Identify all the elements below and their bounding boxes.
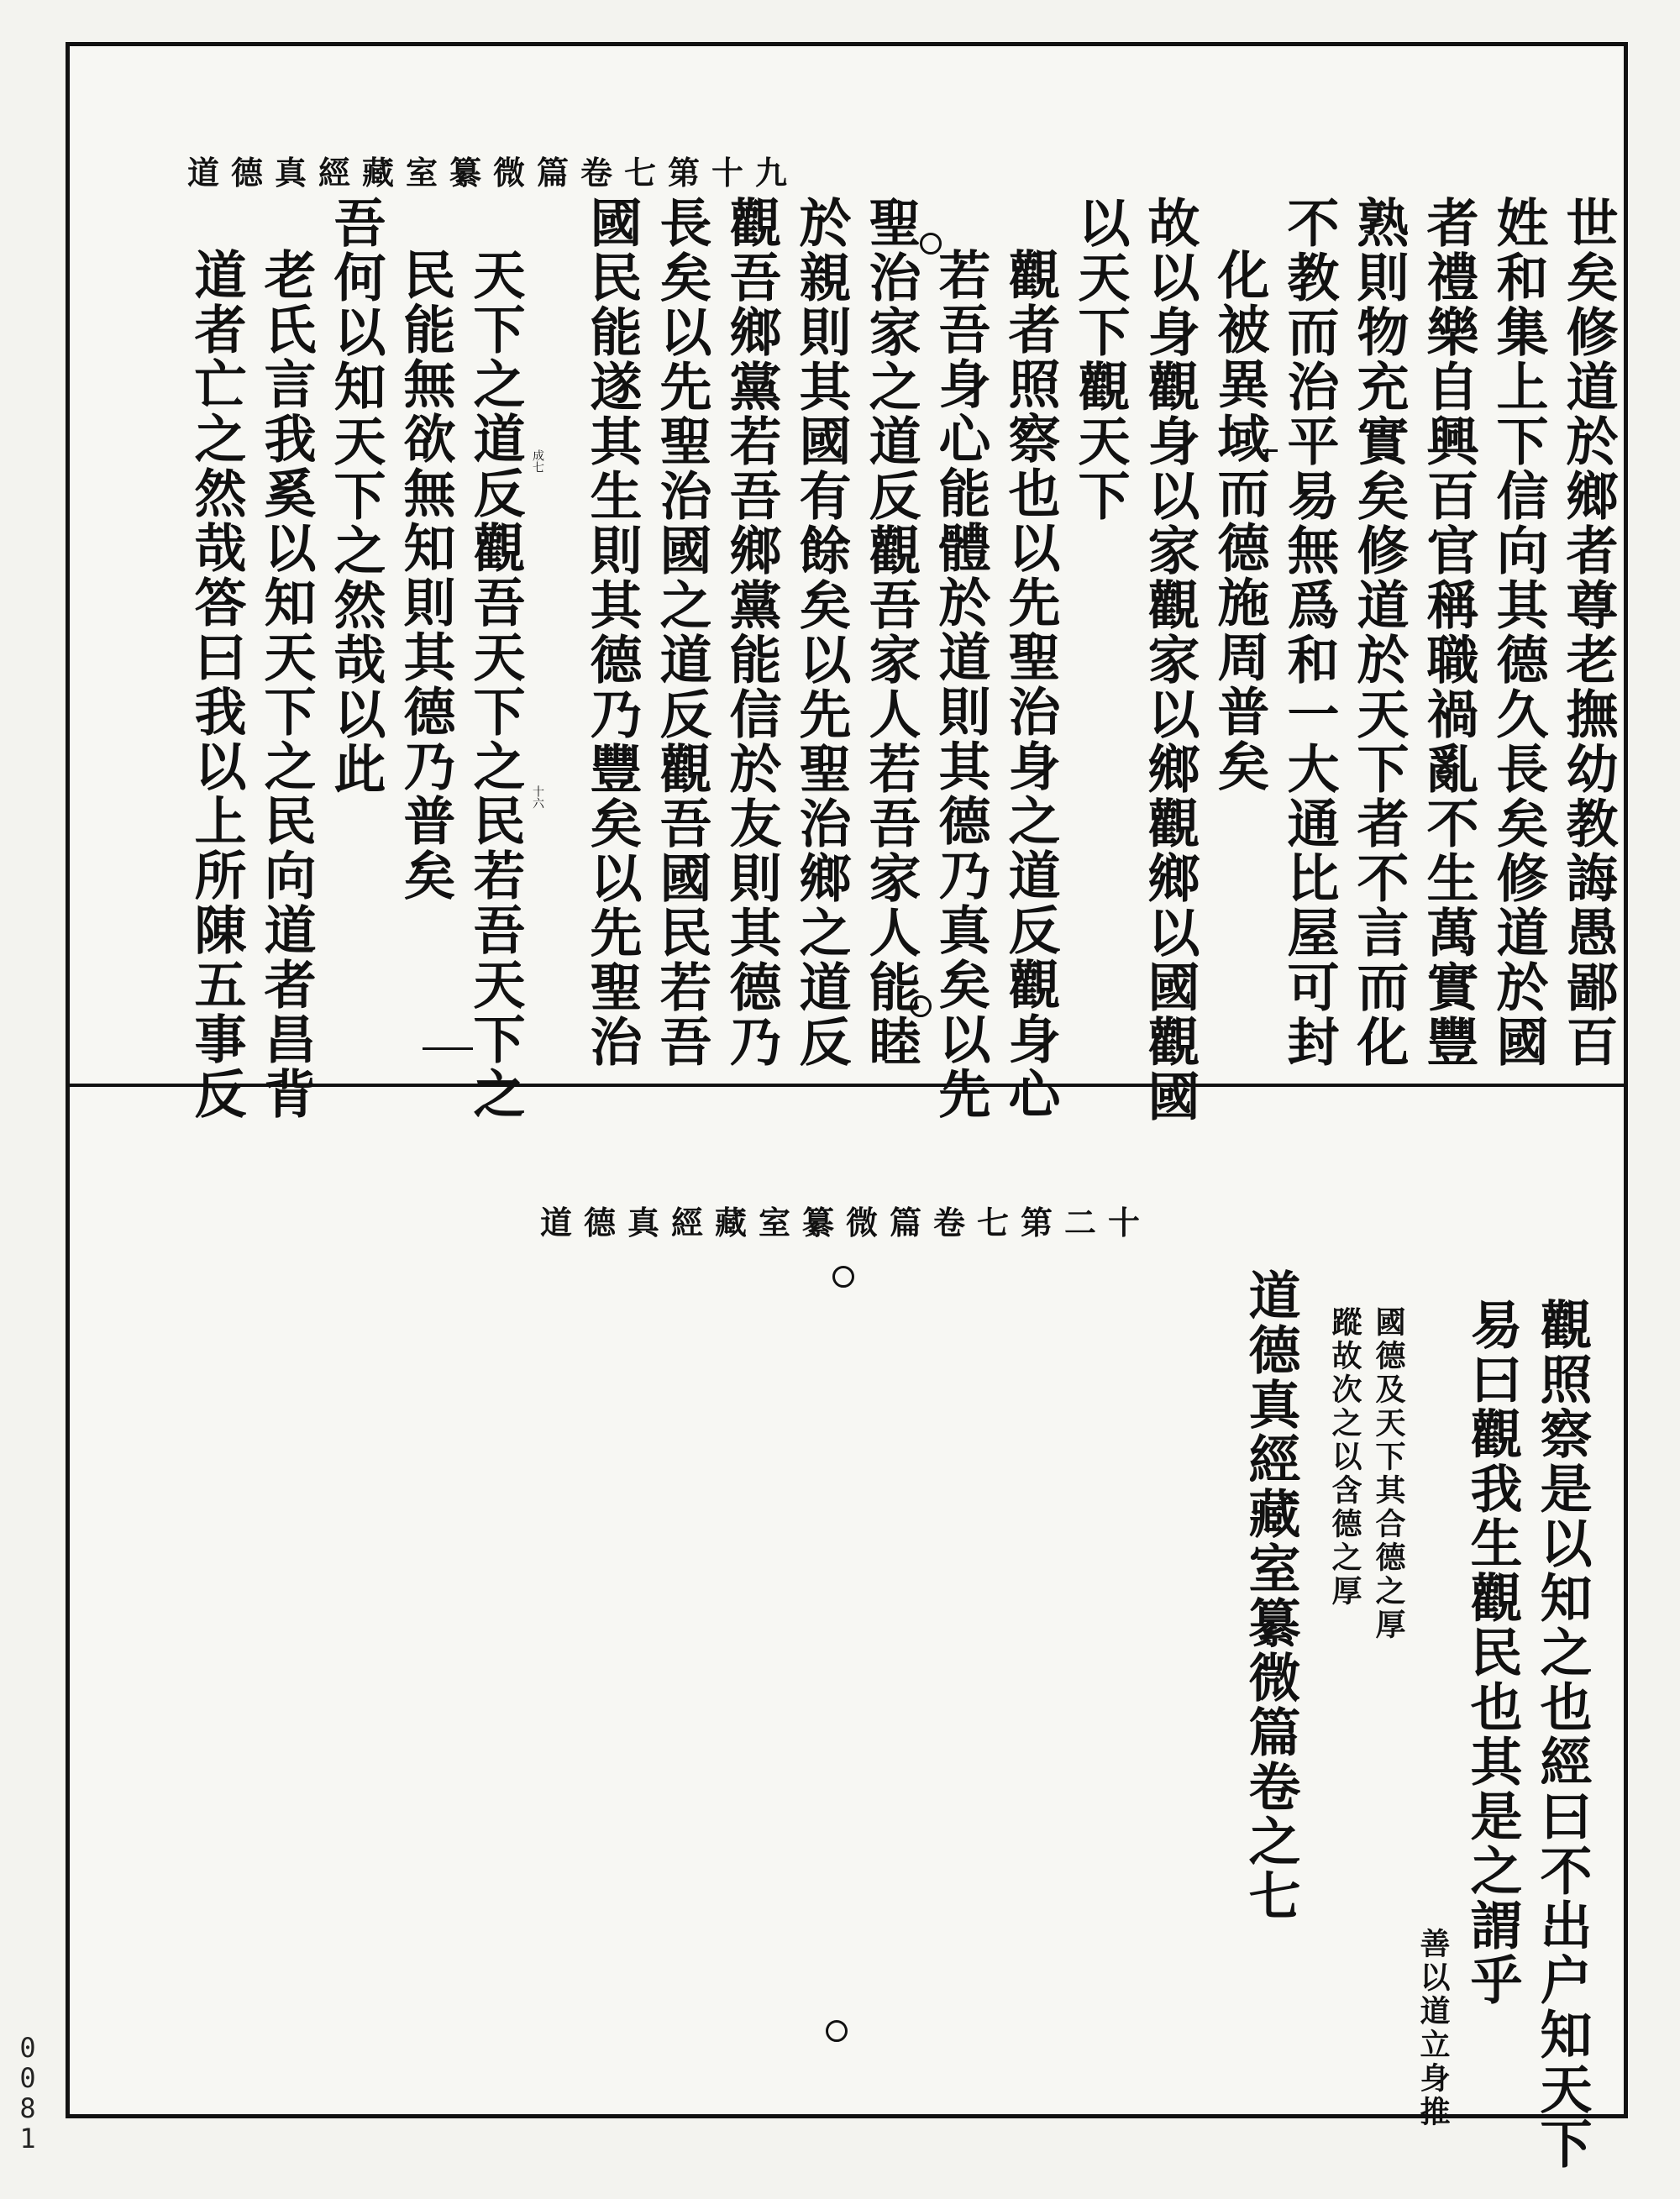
upper-column-13: 觀吾鄉黨若吾鄉黨能信於友則其德乃 (721, 196, 782, 1069)
upper-column-14: 長矣以先聖治國之道反觀吾國民若吾 (651, 196, 712, 1069)
horizontal-divider (70, 1084, 1624, 1087)
upper-margin-mark-2: 十六 (531, 785, 544, 809)
upper-end-stroke (423, 1047, 473, 1050)
upper-column-6: 化被異域而德施周普矣 (1209, 248, 1270, 794)
lower-column-2: 易曰觀我生觀民也其是之謂乎 (1462, 1298, 1523, 2007)
upper-column-11: 聖治家之道反觀吾家人若吾家人能睦 (860, 196, 921, 1069)
lower-note-3: 蹤故次之以含德之厚 (1327, 1306, 1362, 1609)
page-number-digit: 0 (19, 2062, 36, 2094)
upper-column-3: 者禮樂自興百官稱職禍亂不生萬實豐 (1418, 196, 1479, 1069)
upper-header-text: 道德真經藏室纂微篇卷七第十九 (187, 154, 800, 192)
lower-circle-mark-bottom (826, 2020, 848, 2042)
upper-column-5: 不教而治平易無爲和一大通比屋可封 (1278, 196, 1340, 1069)
lower-circle-mark-top (832, 1266, 854, 1288)
lower-column-1: 觀照察是以知之也經曰不出户知天下 (1531, 1298, 1593, 2171)
upper-column-15: 國民能遂其生則其德乃豐矣以先聖治 (581, 196, 643, 1069)
upper-column-8: 以天下觀天下 (1069, 196, 1131, 523)
upper-column-2: 姓和集上下信向其德久長矣修道於國 (1488, 196, 1549, 1069)
page-frame (66, 42, 1628, 2171)
upper-column-19: 老氏言我奚以知天下之民向道者昌背 (255, 248, 317, 1121)
upper-column-1: 世矣修道於鄉者尊老撫幼教誨愚鄙百 (1557, 196, 1619, 1069)
upper-running-header (187, 147, 799, 193)
page-number (15, 2033, 40, 2154)
upper-column-4: 熟則物充實矣修道於天下者不言而化 (1348, 196, 1410, 1069)
upper-column-7: 故以身觀身以家觀家以鄉觀鄉以國觀國 (1139, 196, 1200, 1124)
lower-running-header (540, 1197, 1152, 1243)
page-number-digit: 8 (19, 2092, 36, 2124)
page-number-digit: 1 (19, 2123, 36, 2154)
upper-column-16: 天下之道反觀吾天下之民若吾天下之 (465, 248, 526, 1121)
lower-header-text: 道德真經藏室纂微篇卷七第二十 (540, 1204, 1152, 1241)
upper-column-18: 吾何以知天下之然哉以此 (325, 196, 386, 796)
lower-note-1: 善以道立身推 (1415, 1928, 1451, 2129)
upper-small-stroke (1263, 449, 1278, 452)
lower-note-2: 國德及天下其合德之厚 (1371, 1306, 1406, 1642)
upper-column-10: 若吾身心能體於道則其德乃真矣以先 (930, 248, 991, 1121)
upper-inline-circle-mark (910, 995, 932, 1017)
upper-column-9: 觀者照察也以先聖治身之道反觀身心 (1000, 248, 1061, 1121)
upper-column-17: 民能無欲無知則其德乃普矣 (395, 248, 456, 903)
volume-closing-title: 道德真經藏室纂微篇卷之七 (1240, 1268, 1301, 1923)
page-number-digit: 0 (19, 2032, 36, 2064)
upper-column-20: 道者亡之然哉答曰我以上所陳五事反 (186, 248, 247, 1121)
upper-column-12: 於親則其國有餘矣以先聖治鄉之道反 (790, 196, 852, 1069)
upper-margin-mark-1: 成七 (531, 449, 544, 473)
